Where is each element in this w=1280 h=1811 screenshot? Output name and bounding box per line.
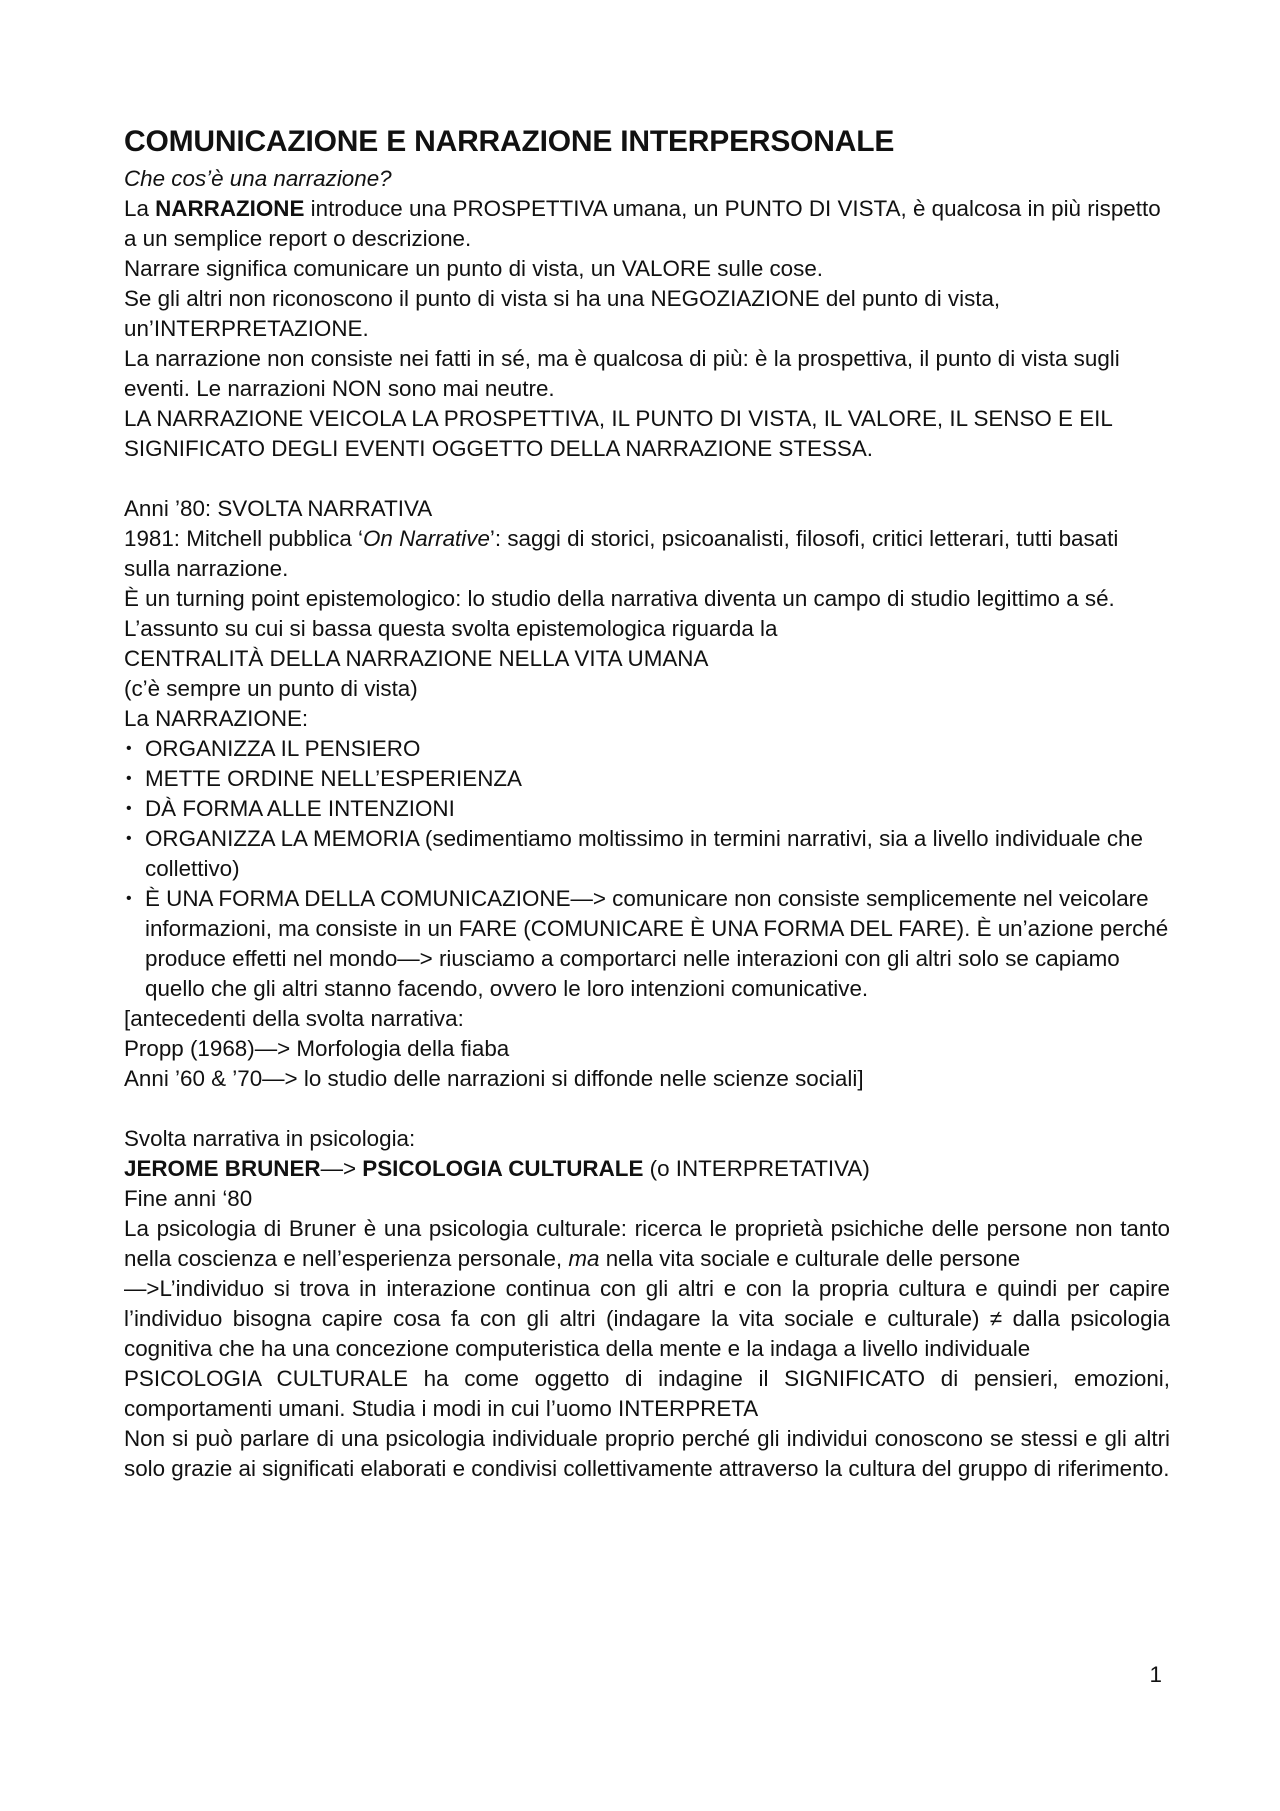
- italic-title: On Narrative: [362, 526, 490, 551]
- paragraph: PSICOLOGIA CULTURALE ha come oggetto di indagine il SIGNIFICATO di pensieri, emozioni, comportamenti umani. Studia i modi in cui l’uomo INTERPRETA: [124, 1366, 1170, 1421]
- italic-word: ma: [568, 1246, 600, 1271]
- list-item: • METTE ORDINE NELL’ESPERIENZA: [124, 764, 1170, 794]
- paragraph: Se gli altri non riconoscono il punto di vista si ha una NEGOZIAZIONE del punto di vista, un’INTERPRETAZIONE.: [124, 286, 1001, 341]
- paragraph: L’assunto su cui si bassa questa svolta epistemologica riguarda la: [124, 616, 778, 641]
- paragraph: CENTRALITÀ DELLA NARRAZIONE NELLA VITA UMANA: [124, 646, 709, 671]
- paragraph: [antecedenti della svolta narrativa:: [124, 1006, 464, 1031]
- paragraph-uppercase-summary: LA NARRAZIONE VEICOLA LA PROSPETTIVA, IL PUNTO DI VISTA, IL VALORE, IL SENSO E EIL SIGNIFICATO DEGLI EVENTI OGGETTO DELLA NARRAZIONE STESSA.: [124, 406, 1112, 461]
- list-item: • ORGANIZZA LA MEMORIA (sedimentiamo moltissimo in termini narrativi, sia a livello individuale che collettivo): [124, 824, 1170, 884]
- list-item: • È UNA FORMA DELLA COMUNICAZIONE—> comunicare non consiste semplicemente nel veicolare informazioni, ma consiste in un FARE (COMUNICARE È UNA FORMA DEL FARE). È un’azione perché produce effetti nel mondo—> riusciamo a comportarci nelle interazioni con gli altri solo se capiamo quello che gli altri stanno facendo, ovvero le loro intenzioni comunicative.: [124, 884, 1170, 1004]
- list-item: • DÀ FORMA ALLE INTENZIONI: [124, 794, 1170, 824]
- text-fragment: nella vita sociale e culturale delle persone: [599, 1246, 1021, 1271]
- text-fragment: ’: saggi di storici, psicoanalisti, filosofi, critici letterari, tutti basati sulla narrazione.: [124, 526, 1119, 581]
- paragraph: La narrazione non consiste nei fatti in sé, ma è qualcosa di più: è la prospettiva, il punto di vista sugli eventi. Le narrazioni NON sono mai neutre.: [124, 346, 1120, 401]
- bold-term: PSICOLOGIA CULTURALE: [362, 1156, 644, 1181]
- document-page: [124, 122, 1170, 1484]
- bold-term: NARRAZIONE: [155, 196, 305, 221]
- section-heading-svolta: Anni ’80: SVOLTA NARRATIVA: [124, 496, 433, 521]
- paragraph: Narrare significa comunicare un punto di vista, un VALORE sulle cose.: [124, 256, 824, 281]
- paragraph: Fine anni ‘80: [124, 1186, 253, 1211]
- paragraph: Non si può parlare di una psicologia individuale proprio perché gli individui conoscono se stessi e gli altri solo grazie ai significati elaborati e condivisi collettivamente attraverso la cultura del gruppo di riferimento.: [124, 1426, 1170, 1481]
- text-fragment: introduce una PROSPETTIVA umana, un PUNTO DI VISTA, è qualcosa in più rispetto a un semplice report o descrizione.: [124, 196, 1161, 251]
- paragraph-narrazione-intro: [124, 194, 1170, 254]
- narrazione-bullet-list: [124, 734, 1170, 1004]
- paragraph: Propp (1968)—> Morfologia della fiaba: [124, 1036, 510, 1061]
- paragraph: La NARRAZIONE:: [124, 706, 309, 731]
- spacer: [124, 1094, 1170, 1124]
- paragraph-bruner: [124, 1154, 1170, 1184]
- text-fragment: La: [124, 196, 156, 221]
- text-fragment: (o INTERPRETATIVA): [643, 1156, 870, 1181]
- paragraph: Anni ’60 & ’70—> lo studio delle narrazioni si diffonde nelle scienze sociali]: [124, 1066, 864, 1091]
- text-fragment: La psicologia di Bruner è una psicologia culturale: ricerca le proprietà psichiche delle persone non tanto nella coscienza e nell’esperienza personale,: [124, 1216, 1170, 1271]
- spacer: [124, 464, 1170, 494]
- page-number: 1: [1149, 1662, 1162, 1687]
- paragraph-mitchell: [124, 524, 1170, 584]
- paragraph-bruner-description: [124, 1214, 1170, 1274]
- subtitle-question: Che cos’è una narrazione?: [124, 166, 392, 191]
- document-title: COMUNICAZIONE E NARRAZIONE INTERPERSONALE: [124, 125, 895, 158]
- text-fragment: 1981: Mitchell pubblica ‘: [124, 526, 363, 551]
- paragraph: —>L’individuo si trova in interazione continua con gli altri e con la propria cultura e quindi per capire l’individuo bisogna capire cosa fa con gli altri (indagare la vita sociale e culturale) ≠ dalla psicologia cognitiva che ha una concezione computeristica della mente e la indaga a livello individuale: [124, 1276, 1170, 1361]
- bold-term: JEROME BRUNER: [124, 1156, 321, 1181]
- text-fragment: —>: [320, 1156, 363, 1181]
- paragraph: (c’è sempre un punto di vista): [124, 676, 418, 701]
- list-item: • ORGANIZZA IL PENSIERO: [124, 734, 1170, 764]
- paragraph: È un turning point epistemologico: lo studio della narrativa diventa un campo di studio legittimo a sé.: [124, 586, 1115, 611]
- section-heading-psicologia: Svolta narrativa in psicologia:: [124, 1126, 416, 1151]
